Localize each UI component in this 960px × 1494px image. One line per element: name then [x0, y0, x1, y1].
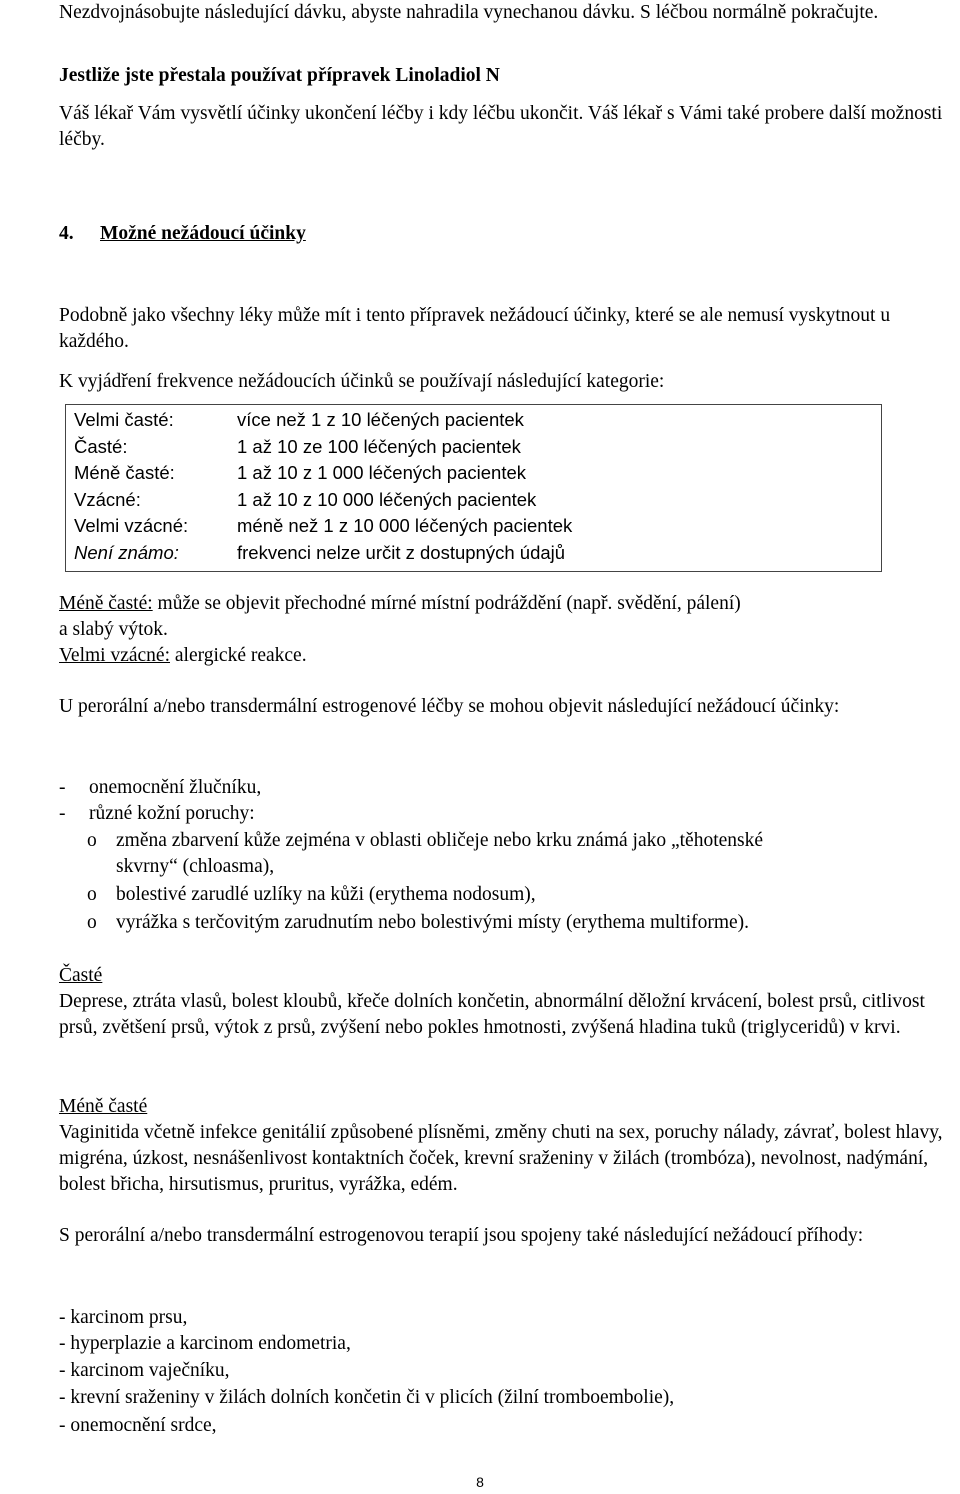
section-number: 4.	[59, 223, 74, 244]
list-item: - karcinom vaječníku,	[59, 1360, 230, 1381]
local-very-rare-label: Velmi vzácné:	[59, 645, 170, 666]
table-row	[66, 513, 882, 540]
uncommon-heading: Méně časté	[59, 1096, 148, 1117]
section-title: Možné nežádoucí účinky	[100, 223, 306, 244]
local-uncommon-label: Méně časté:	[59, 593, 153, 614]
stop-treatment-text: Váš lékař Vám vysvětlí účinky ukončení léčby i kdy léčbu ukončit. Váš lékař s Vámi také probere další možnosti léčby.	[59, 103, 943, 150]
list-subitem: o změna zbarvení kůže zejména v oblasti obličeje nebo krku známá jako „těhotenské skvrny“ (chloasma),	[87, 830, 764, 877]
local-uncommon-text: může se objevit přechodné mírné místní podráždění (např. svědění, pálení)	[152, 593, 741, 614]
list-item: - onemocnění srdce,	[59, 1415, 217, 1436]
table-row	[66, 434, 882, 461]
table-row	[66, 540, 882, 572]
list-item: - hyperplazie a karcinom endometria,	[59, 1333, 351, 1354]
list-item: - karcinom prsu,	[59, 1307, 188, 1328]
section-intro-paragraph: Podobně jako všechny léky může mít i tento přípravek nežádoucí účinky, které se ale nemusí vyskytnout u každého.	[59, 305, 891, 352]
local-uncommon-line-2: a slabý výtok.	[59, 619, 168, 640]
frequency-category: Méně časté:	[74, 462, 175, 483]
local-very-rare-text: alergické reakce.	[170, 645, 307, 666]
list-subitem: o vyrážka s terčovitým zarudnutím nebo bolestivými místy (erythema multiforme).	[87, 912, 750, 933]
intro-paragraph: Nezdvojnásobujte následující dávku, abyste nahradila vynechanou dávku. S léčbou normálně pokračujte.	[59, 2, 879, 23]
frequency-category: Velmi časté:	[74, 409, 174, 430]
frequency-table	[65, 404, 882, 572]
oral-intro: U perorální a/nebo transdermální estrogenové léčby se mohou objevit následující nežádoucí účinky:	[59, 696, 840, 717]
common-heading: Časté	[59, 965, 103, 986]
list-item: - různé kožní poruchy:	[59, 803, 255, 824]
list-subitem: o bolestivé zarudlé uzlíky na kůži (erythema nodosum),	[87, 884, 536, 905]
frequency-definition: méně než 1 z 10 000 léčených pacientek	[237, 515, 573, 536]
frequency-definition: více než 1 z 10 léčených pacientek	[237, 409, 524, 430]
local-uncommon-line	[59, 591, 741, 617]
table-row	[66, 405, 882, 434]
local-very-rare-line	[59, 643, 307, 669]
frequency-category: Vzácné:	[74, 488, 141, 510]
table-row	[66, 460, 882, 487]
frequency-category: Časté:	[74, 435, 128, 457]
uncommon-text: Vaginitida včetně infekce genitálií způsobené plísněmi, změny chuti na sex, poruchy nálady, závrať, bolest hlavy, migréna, úzkost, nesnášenlivost kontaktních čoček, krevní sraženiny v žilách (trombóza), nevolnost, nadýmání, bolest břicha, hirsutismus, pruritus, vyrážka, edém.	[59, 1122, 943, 1195]
frequency-definition: 1 až 10 z 1 000 léčených pacientek	[237, 462, 526, 483]
frequency-definition: 1 až 10 z 10 000 léčených pacientek	[237, 488, 537, 510]
associated-intro: S perorální a/nebo transdermální estrogenovou terapií jsou spojeny také následující nežádoucí příhody:	[59, 1225, 864, 1246]
frequency-intro: K vyjádření frekvence nežádoucích účinků se používají následující kategorie:	[59, 371, 665, 392]
common-text: Deprese, ztráta vlasů, bolest kloubů, křeče dolních končetin, abnormální děložní krvácení, bolest prsů, citlivost prsů, zvětšení prsů, výtok z prsů, zvýšení nebo pokles hmotnosti, zvýšená hladina tuků (triglyceridů) v krvi.	[59, 991, 925, 1038]
frequency-category: Není známo:	[74, 541, 179, 563]
frequency-definition: frekvenci nelze určit z dostupných údajů	[237, 541, 566, 563]
frequency-category: Velmi vzácné:	[74, 515, 189, 536]
list-item: - krevní sraženiny v žilách dolních končetin či v plicích (žilní tromboembolie),	[59, 1387, 675, 1408]
stop-treatment-heading: Jestliže jste přestala používat přípravek Linoladiol N	[59, 65, 500, 86]
table-row	[66, 487, 882, 514]
page-number: 8	[476, 1474, 484, 1490]
section-heading	[59, 221, 306, 247]
frequency-definition: 1 až 10 ze 100 léčených pacientek	[237, 435, 521, 457]
list-item: - onemocnění žlučníku,	[59, 777, 262, 798]
